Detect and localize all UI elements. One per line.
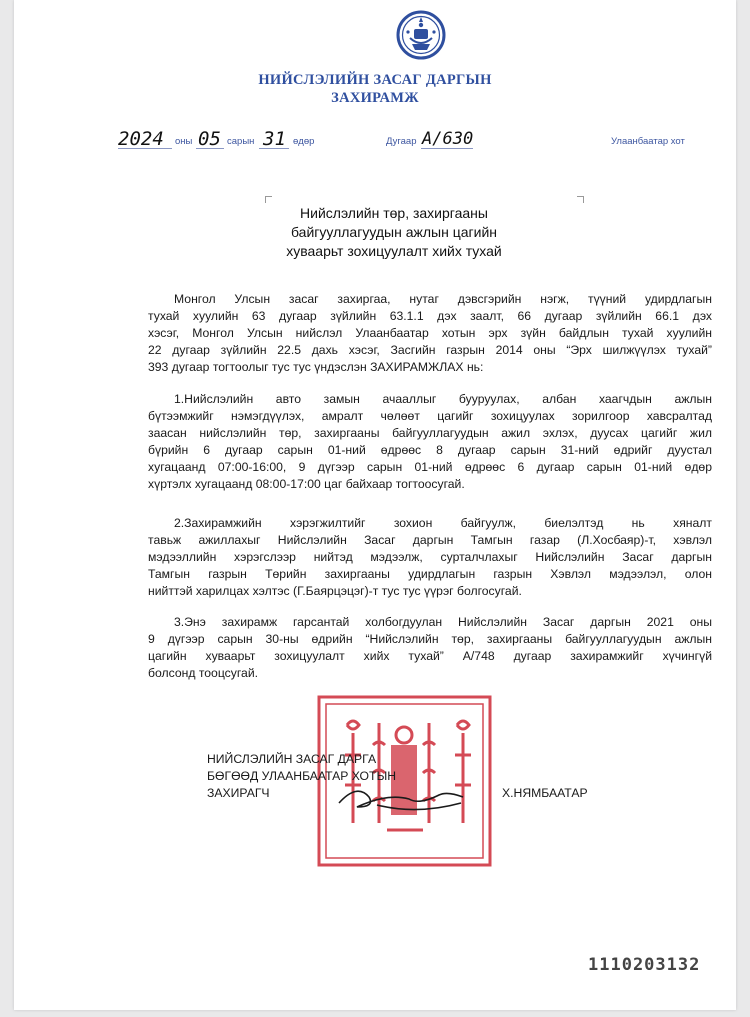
serial-number: 1110203132: [588, 955, 701, 975]
date-year: 2024: [118, 128, 164, 150]
dateline: [14, 126, 736, 152]
document-number: A/630: [422, 129, 474, 149]
document-title: Нийслэлийн төр, захиргааны байгууллагуудын ажлын цагийн хуваарьт зохицуулалт хийх тухай: [286, 205, 502, 259]
clause-2: 2.Захирамжийн хэрэгжилтийг зохион байгуулж, биелэлтэд нь хяналт тавьж ажиллахыг Нийслэлийн Засаг даргын Тамгын газар (Л.Хосбаяр)-т, хэвлэл мэдээллийн хэрэгслээр нийтэд мэдээлж, сурталчлахыг Нийслэлийн Засаг даргын Тамгын газрын Төрийн захиргааны удирдлагын газрын Хэвлэл мэдээлэл, олон нийттэй харилцах хэлтэс (Г.Баярцэцэг)-т тус тус үүрэг болгосугай.: [148, 516, 712, 598]
year-suffix: оны: [175, 136, 193, 147]
document-page: [14, 0, 736, 1010]
clause-3: 3.Энэ захирамж гарсантай холбогдуулан Нийслэлийн Засаг даргын 2021 оны 9 дүгээр сарын 30-ны өдрийн “Нийслэлийн төр, захиргааны байгууллагуудын ажлын цагийн хуваарьт зохицуулалт хийх тухай” А/748 дугаар захирамжийг хүчингүй болсонд тооцсугай.: [148, 615, 712, 680]
signatory-position: НИЙСЛЭЛИЙН ЗАСАГ ДАРГА БӨГӨӨД УЛААНБААТАР ХОТЫН ЗАХИРАГЧ: [207, 752, 397, 800]
issue-city: Улаанбаатар хот: [611, 136, 685, 147]
signatory-name: Х.НЯМБААТАР: [502, 786, 588, 800]
month-suffix: сарын: [227, 136, 255, 147]
clause-1: 1.Нийслэлийн авто замын ачааллыг бууруулах, албан хаагчдын ажлын бүтээмжийг нэмэгдүүлэх, амралт чөлөөт цагийг зохицуулах зорилгоор хавсралтад заасан нийслэлийн төр, захиргааны байгууллагуудын ажил эхлэх, дуусах цагийг жил бүрийн 6 дугаар сарын 01-ний өдрөөс 8 дугаар сарын 31-ний өдрийг дуустал хугацаанд 07:00-16:00, 9 дүгээр сарын 01-ний өдрөөс 6 дугаар сарын 01-ний өдөр хүртэлх хугацаанд 08:00-17:00 цаг байхаар тогтоосугай.: [148, 392, 712, 491]
date-month: 05: [198, 128, 221, 150]
issuer-title: НИЙСЛЭЛИЙН ЗАСАГ ДАРГЫН: [258, 72, 492, 88]
title-corner-mark: [577, 196, 584, 203]
date-day: 31: [263, 128, 286, 150]
title-corner-mark: [265, 196, 272, 203]
day-suffix: өдөр: [293, 136, 315, 147]
intro-paragraph: Монгол Улсын засаг захиргаа, нутаг дэвсгэрийн нэгж, түүний удирдлагын тухай хуулийн 63 дугаар зүйлийн 63.1.1 дэх заалт, 66 дугаар зүйлийн 66.1 дэх хэсэг, Монгол Улсын нийслэл Улаанбаатар хотын эрх зүйн байдлын тухай хуулийн 22 дугаар зүйлийн 22.5 дахь хэсэг, Засгийн газрын 2014 оны “Эрх шилжүүлэх тухай” 393 дугаар тогтоолыг тус тус үндэслэн ЗАХИРАМЖЛАХ нь:: [148, 292, 712, 374]
state-emblem-icon: [396, 8, 446, 62]
number-label: Дугаар: [386, 136, 417, 147]
document-type: ЗАХИРАМЖ: [331, 90, 419, 106]
